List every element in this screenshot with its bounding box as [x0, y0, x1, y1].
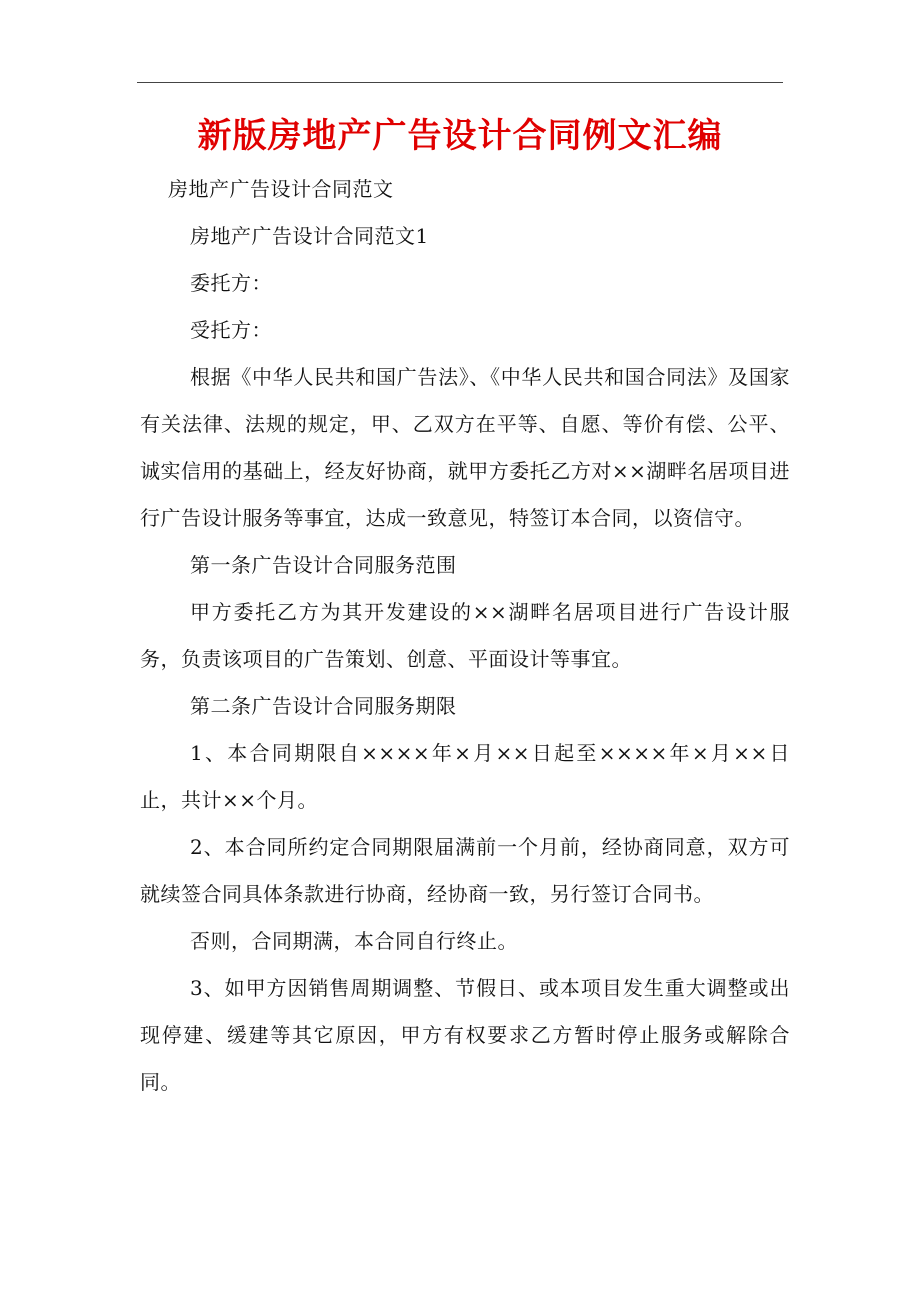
paragraph-sample-heading: 房地产广告设计合同范文1: [190, 224, 429, 248]
paragraph-article-1-heading: 第一条广告设计合同服务范围: [190, 553, 457, 577]
paragraph-clause-2-cont: 否则，合同期满，本合同自行终止。: [190, 929, 518, 953]
paragraph-client: 委托方：: [190, 271, 272, 295]
paragraph-section-heading: 房地产广告设计合同范文: [168, 177, 394, 201]
header-rule: [137, 82, 783, 83]
paragraph-contractor: 受托方：: [190, 318, 272, 342]
paragraph-article-1-body: 甲方委托乙方为其开发建设的××湖畔名居项目进行广告设计服务，负责该项目的广告策划、创意、平面设计等事宜。: [140, 600, 790, 671]
paragraph-article-2-heading: 第二条广告设计合同服务期限: [190, 694, 457, 718]
document-body: [140, 166, 790, 1106]
paragraph-clause-2: 2、本合同所约定合同期限届满前一个月前，经协商同意，双方可就续签合同具体条款进行协商，经协商一致，另行签订合同书。: [140, 835, 790, 906]
paragraph-preamble: 根据《中华人民共和国广告法》、《中华人民共和国合同法》及国家有关法律、法规的规定，甲、乙双方在平等、自愿、等价有偿、公平、诚实信用的基础上，经友好协商，就甲方委托乙方对××湖畔名居项目进行广告设计服务等事宜，达成一致意见，特签订本合同，以资信守。: [140, 365, 790, 530]
document-title: 新版房地产广告设计合同例文汇编: [197, 116, 723, 156]
paragraph-clause-3: 3、如甲方因销售周期调整、节假日、或本项目发生重大调整或出现停建、缓建等其它原因，甲方有权要求乙方暂时停止服务或解除合同。: [140, 976, 790, 1094]
paragraph-clause-1: 1、本合同期限自××××年×月××日起至××××年×月××日止，共计××个月。: [140, 741, 790, 812]
